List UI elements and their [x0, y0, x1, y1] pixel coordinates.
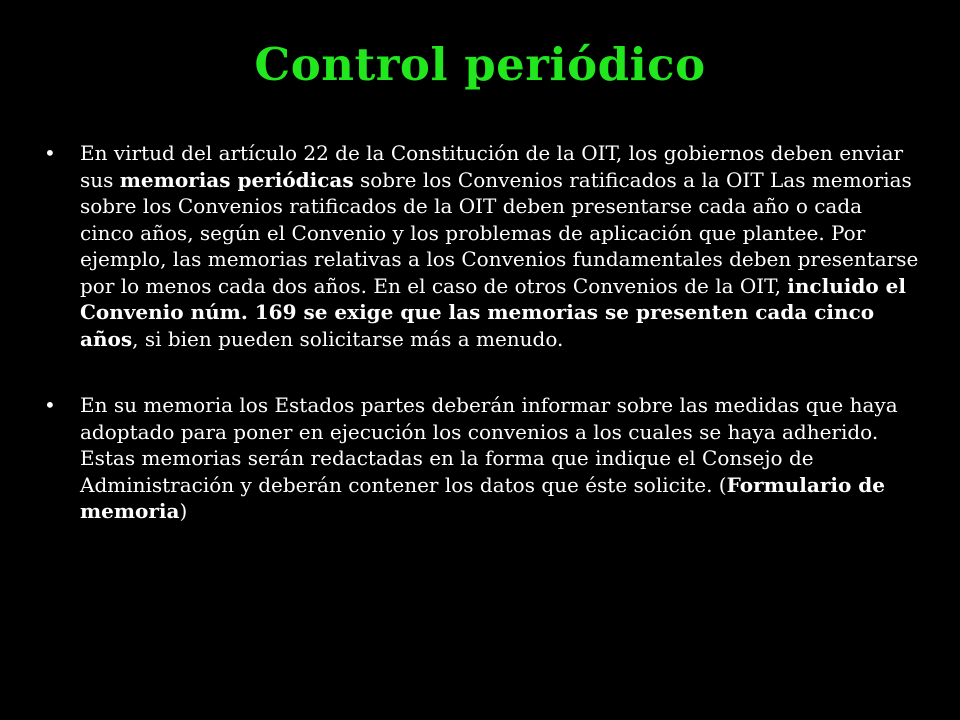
slide-title: Control periódico [254, 38, 706, 91]
bullet-1-bold-1: memorias periódicas [119, 167, 354, 192]
bullet-2-bold-1: Formulario de memoria [80, 472, 886, 523]
bullet-item-2 [80, 392, 920, 525]
bullet-1-text-3: , si bien pueden solicitarse más a menudo. [132, 326, 564, 351]
bullet-2-text-2: ) [179, 499, 188, 523]
bullet-list [80, 140, 920, 565]
bullet-1-text-1: En virtud del artículo 22 de la Constitución de la OIT, los gobiernos deben enviar sus [80, 141, 904, 192]
bullet-2-text-1: En su memoria los Estados partes deberán informar sobre las medidas que haya adoptado para poner en ejecución los convenios a los cuales se haya adherido. Estas memorias serán redactadas en la forma que indique el Consejo de Administración y deberán contener los datos que éste solicite. ( [80, 393, 898, 497]
bullet-1-text-2: sobre los Convenios ratificados a la OIT Las memorias sobre los Convenios ratificados de la OIT deben presentarse cada año o cada cinco años, según el Convenio y los problemas de aplicación que plantee. Por ejemplo, las memorias relativas a los Convenios fundamentales deben presentarse por lo menos cada dos años. En el caso de otros Convenios de la OIT, [80, 167, 919, 298]
bullet-item-1 [80, 140, 920, 352]
bullet-1-bold-2: incluido el Convenio núm. 169 se exige que las memorias se presenten cada cinco años [80, 273, 906, 351]
